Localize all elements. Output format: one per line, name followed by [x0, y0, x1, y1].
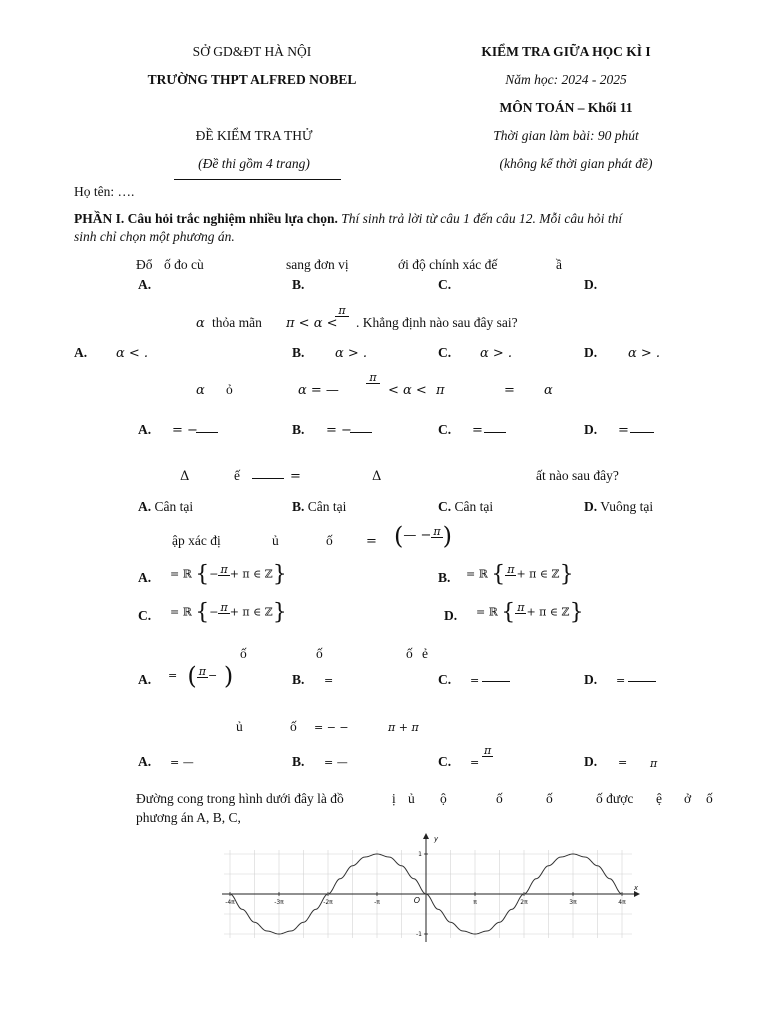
q8-fragment: ố — [496, 791, 503, 806]
q5-c-expr: = ℝ {− π + π ∈ ℤ} — [170, 600, 287, 625]
q7-b-expr: = — — [324, 756, 348, 769]
q2-a-expr: α < . — [116, 346, 149, 361]
duration: Thời gian làm bài: 90 phút — [493, 128, 639, 143]
triangle-symbol: Δ — [180, 469, 190, 484]
q1-fragment: ới độ chính xác đế — [398, 257, 498, 272]
header-divider — [174, 179, 341, 180]
q4-option-b[interactable]: B. Cân tại — [292, 499, 347, 514]
dept-name: SỞ GD&ĐT HÀ NỘI — [192, 44, 312, 59]
y-tick-label: -1 — [416, 931, 422, 938]
pi-symbol: π — [436, 383, 445, 398]
q4-fragment: ế — [234, 468, 240, 483]
q1-option-a[interactable]: A. — [138, 277, 152, 292]
q5-option-b[interactable]: B. — [438, 570, 451, 585]
q2-c-expr: α > . — [480, 346, 513, 361]
q7-pi-terms: π + π — [388, 721, 419, 734]
q5-b-expr: = ℝ { π + π ∈ ℤ} — [466, 562, 574, 587]
part1-instructions-2: sinh chỉ chọn một phương án. — [74, 229, 235, 244]
q6-d-expr: = — [616, 674, 626, 687]
q5-fragment: ố — [326, 533, 333, 548]
fraction-bar — [482, 681, 510, 682]
q2-inequality: π < α < — [286, 316, 338, 331]
q6-option-b[interactable]: B. — [292, 672, 305, 687]
q8-fragment: ố được — [596, 791, 634, 806]
q1-option-b[interactable]: B. — [292, 277, 305, 292]
q6-c-expr: = — [470, 674, 480, 687]
q8-fragment: ệ — [656, 791, 662, 806]
x-tick-label: -3π — [274, 899, 284, 906]
q4-question: ất nào sau đây? — [536, 468, 619, 483]
y-tick-label: 1 — [418, 851, 422, 858]
q2-question: . Khẳng định nào sau đây sai? — [356, 315, 518, 330]
q6-fragment: ố — [240, 646, 247, 661]
q5-d-expr: = ℝ { π + π ∈ ℤ} — [476, 600, 584, 625]
q3-a-expr: = − — [172, 423, 198, 438]
sine-graph — [216, 832, 646, 946]
q3-option-a[interactable]: A. — [138, 422, 152, 437]
q6-fragment: ẻ — [422, 646, 428, 661]
q5-option-c[interactable]: C. — [138, 608, 152, 623]
q6-b-expr: = — [324, 674, 334, 687]
x-tick-label: -π — [374, 899, 380, 906]
q1-option-d[interactable]: D. — [584, 277, 598, 292]
q3-option-b[interactable]: B. — [292, 422, 305, 437]
q5-option-a[interactable]: A. — [138, 570, 152, 585]
x-tick-label: 3π — [569, 899, 577, 906]
q4-equals: = — [290, 469, 301, 484]
q4-option-c[interactable]: C. Cân tại — [438, 499, 494, 514]
q7-option-a[interactable]: A. — [138, 754, 152, 769]
q8-text: Đường cong trong hình dưới đây là đồ — [136, 791, 344, 806]
q1-fragment: Đổ — [136, 257, 153, 272]
q8-fragment: ủ — [408, 791, 415, 806]
q2-text: thỏa mãn — [212, 315, 262, 330]
triangle-symbol: Δ — [372, 469, 382, 484]
q8-fragment: ị — [392, 791, 396, 806]
pi-fraction: π — [335, 305, 349, 326]
q7-d-expr: = — [618, 756, 628, 769]
q3-option-c[interactable]: C. — [438, 422, 452, 437]
q8-fragment: ở — [684, 791, 692, 806]
part1-heading — [74, 211, 622, 227]
x-tick-label: -4π — [225, 899, 235, 906]
q3-c-expr: = — [472, 423, 483, 438]
fraction-bar — [350, 432, 372, 433]
pi-fraction: π — [366, 372, 380, 393]
q5-option-d[interactable]: D. — [444, 608, 458, 623]
part1-instructions: Thí sinh trả lời từ câu 1 đến câu 12. Mỗi câu hỏi thí — [341, 211, 623, 226]
q8-fragment: ộ — [440, 791, 447, 806]
q6-fragment: ố — [316, 646, 323, 661]
q3-d-expr: = — [618, 423, 629, 438]
q5-paren-expr: (— − π ) — [394, 522, 453, 550]
q1-fragment: ố đo cù — [164, 257, 204, 272]
q3-equation: α = — — [298, 383, 339, 398]
graph-labels — [225, 835, 639, 938]
q7-expression: = − − — [314, 721, 349, 734]
q6-fragment: ố — [406, 646, 413, 661]
q2-option-c[interactable]: C. — [438, 345, 452, 360]
graph-axes — [222, 833, 640, 942]
delivery-note: (không kể thời gian phát đề) — [499, 156, 653, 171]
q7-a-expr: = — — [170, 756, 194, 769]
fraction-bar — [196, 432, 218, 433]
fraction-bar — [628, 681, 656, 682]
x-axis-label: x — [633, 884, 639, 892]
alpha-symbol: α — [544, 383, 553, 398]
q2-option-a[interactable]: A. — [74, 345, 88, 360]
q1-fragment: sang đơn vị — [286, 257, 349, 272]
alpha-symbol: α — [196, 383, 205, 398]
q7-fragment: ố — [290, 719, 297, 734]
q6-option-d[interactable]: D. — [584, 672, 598, 687]
q8-text-2: phương án A, B, C, — [136, 810, 241, 825]
trial-label: ĐỀ KIỂM TRA THỬ — [195, 128, 313, 143]
q2-option-b[interactable]: B. — [292, 345, 305, 360]
q4-option-a[interactable]: A. Cân tại — [138, 499, 194, 514]
q1-fragment: ầ — [556, 257, 562, 272]
q7-c-expr: = — [470, 756, 480, 769]
pi-symbol: π — [650, 757, 658, 770]
y-axis-arrow-icon — [423, 833, 429, 839]
x-tick-label: 2π — [520, 899, 528, 906]
pages-note: (Đề thi gồm 4 trang) — [198, 156, 310, 171]
x-tick-label: 4π — [618, 899, 626, 906]
q5-a-expr: = ℝ {− π + π ∈ ℤ} — [170, 562, 287, 587]
q3-range: < α < — [388, 383, 427, 398]
q7-option-b[interactable]: B. — [292, 754, 305, 769]
part1-title: PHẦN I. Câu hỏi trắc nghiệm nhiều lựa chọn. — [74, 211, 338, 226]
fraction-bar — [252, 478, 284, 479]
x-tick-label: -2π — [323, 899, 333, 906]
school-name: TRƯỜNG THPT ALFRED NOBEL — [147, 72, 357, 87]
y-axis-label: y — [434, 835, 439, 843]
q2-option-d[interactable]: D. — [584, 345, 598, 360]
q5-equals: = — [366, 534, 377, 549]
q8-fragment: ố — [706, 791, 713, 806]
q1-option-c[interactable]: C. — [438, 277, 452, 292]
subject: MÔN TOÁN – Khối 11 — [499, 100, 633, 115]
fraction-bar — [630, 432, 654, 433]
q7-fragment: ủ — [236, 719, 243, 734]
q7-option-d[interactable]: D. — [584, 754, 598, 769]
q2-d-expr: α > . — [628, 346, 661, 361]
school-year: Năm học: 2024 - 2025 — [505, 72, 627, 87]
q6-option-a[interactable]: A. — [138, 672, 152, 687]
exam-title: KIỂM TRA GIỮA HỌC KÌ I — [481, 44, 651, 59]
alpha-symbol: α — [196, 316, 205, 331]
fraction-bar — [484, 432, 506, 433]
q3-fragment: ỏ — [226, 382, 233, 397]
q6-a-expr: = ( π − ) — [168, 662, 234, 690]
q7-option-c[interactable]: C. — [438, 754, 452, 769]
student-name-label: Họ tên: …. — [74, 184, 135, 199]
q5-fragment: ủ — [272, 533, 279, 548]
q3-b-expr: = − — [326, 423, 352, 438]
q8-fragment: ố — [546, 791, 553, 806]
q6-option-c[interactable]: C. — [438, 672, 452, 687]
x-tick-label: π — [473, 899, 477, 906]
origin-label: O — [413, 896, 420, 905]
q4-option-d[interactable]: D. Vuông tại — [584, 499, 654, 514]
q5-fragment: ập xác đị — [172, 533, 221, 548]
q3-equals: = — [504, 383, 515, 398]
pi-fraction: π — [482, 745, 493, 766]
q3-option-d[interactable]: D. — [584, 422, 598, 437]
q2-b-expr: α > . — [335, 346, 368, 361]
